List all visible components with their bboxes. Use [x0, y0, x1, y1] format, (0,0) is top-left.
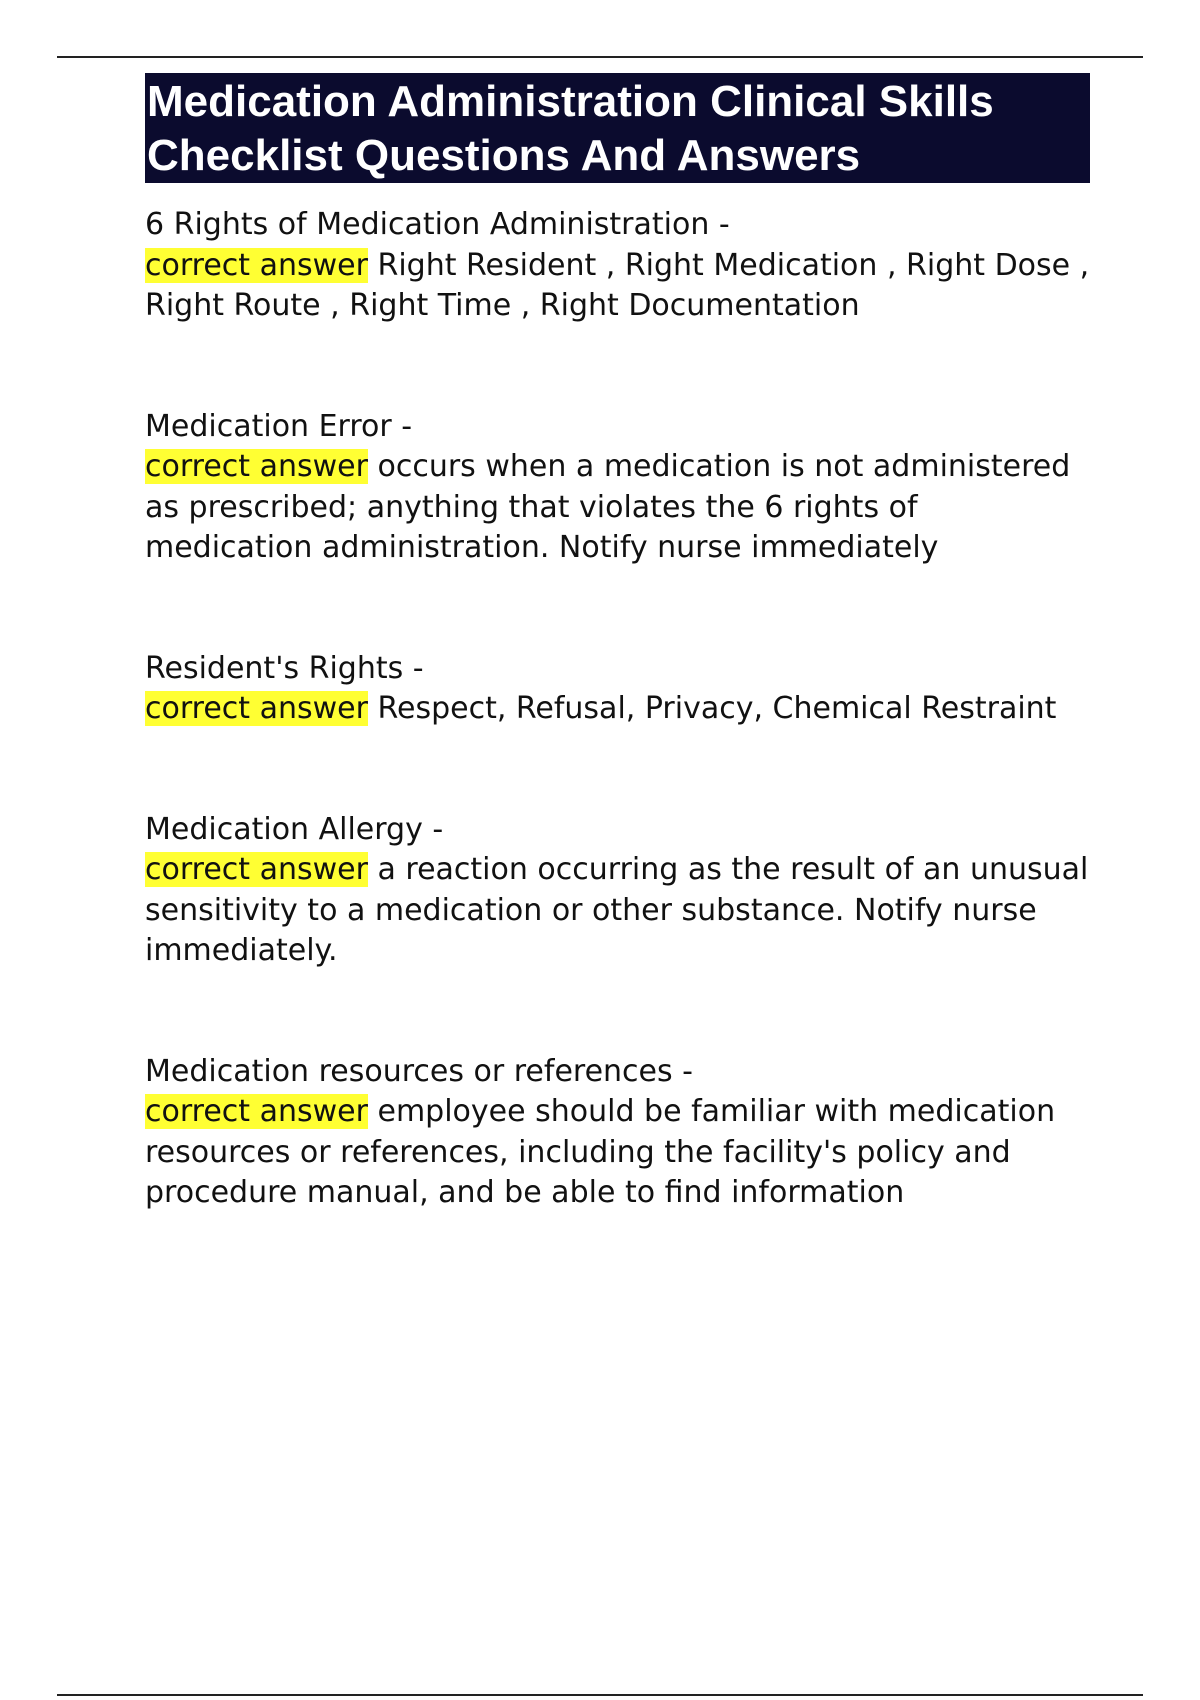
answer-paragraph [145, 689, 1090, 730]
title-block [145, 73, 1090, 183]
answer-text: Respect, Refusal, Privacy, Chemical Restraint [377, 691, 1057, 726]
answer-text: a reaction occurring as the result of an unusual sensitivity to a medication or other substance. Notify nurse immediately. [145, 852, 1089, 968]
question-text: 6 Rights of Medication Administration - [145, 207, 730, 242]
correct-answer-highlight: correct answer [145, 691, 368, 726]
qa-item [145, 1052, 1090, 1214]
answer-text: occurs when a medication is not administered as prescribed; anything that violates the 6 rights of medication administration. Notify nurse immediately [145, 449, 1071, 565]
answer-text: Right Resident , Right Medication , Right Dose , Right Route , Right Time , Right Documentation [145, 247, 1090, 323]
question-text: Resident's Rights - [145, 650, 424, 686]
question-text: Medication resources or references - [145, 1053, 693, 1089]
correct-answer-highlight: correct answer [145, 852, 368, 887]
qa-item [145, 407, 1090, 569]
correct-answer-highlight: correct answer [145, 449, 368, 484]
question-text: Medication Allergy - [145, 811, 444, 847]
answer-paragraph [145, 447, 1090, 569]
qa-item [145, 205, 1090, 327]
answer-paragraph [145, 1092, 1090, 1214]
qa-list [145, 205, 1090, 1214]
qa-item [145, 649, 1090, 730]
correct-answer-highlight: correct answer [145, 247, 368, 283]
bottom-rule [57, 1694, 1143, 1696]
document-title: Medication Administration Clinical Skills Checklist Questions And Answers [147, 77, 994, 180]
answer-paragraph [145, 850, 1090, 972]
correct-answer-highlight: correct answer [145, 1094, 368, 1129]
answer-text: employee should be familiar with medication resources or references, including the facility's policy and procedure manual, and be able to find information [145, 1094, 1056, 1210]
document-body [145, 73, 1090, 1294]
answer-paragraph [145, 246, 1090, 327]
qa-item [145, 810, 1090, 972]
top-rule [57, 56, 1143, 58]
question-text: Medication Error - [145, 408, 413, 444]
